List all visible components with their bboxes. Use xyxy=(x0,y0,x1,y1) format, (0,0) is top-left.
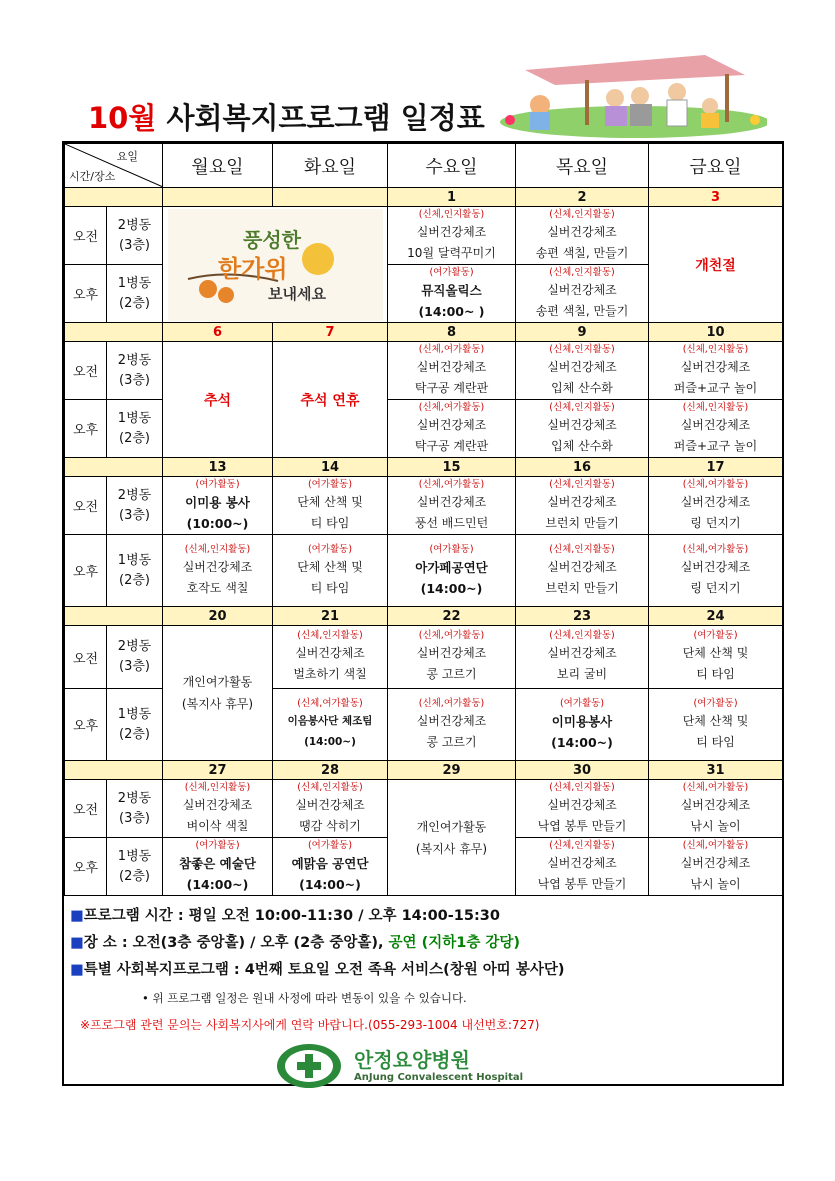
ward-label: 1병동 (2층) xyxy=(107,535,163,607)
schedule-change-note: • 위 프로그램 일정은 원내 사정에 따라 변동이 있을 수 있습니다. xyxy=(142,991,467,1005)
ward-label: 2병동 (3층) xyxy=(107,477,163,535)
program-cell: (신체,인지활동) 실버건강체조 브런치 만들기 xyxy=(516,477,649,535)
ward-label: 2병동 (3층) xyxy=(107,780,163,838)
page-title xyxy=(88,96,485,137)
date-cell: 15 xyxy=(388,458,516,477)
ward-label: 2병동 (3층) xyxy=(107,207,163,265)
am-row xyxy=(65,477,783,535)
program-cell: (신체,인지활동) 실버건강체조 벼이삭 색칠 xyxy=(163,780,273,838)
date-cell: 14 xyxy=(273,458,388,477)
pm-row xyxy=(65,535,783,607)
holiday-cell: 개천절 xyxy=(649,207,783,323)
program-cell: (여가활동) 단체 산책 및 티 타임 xyxy=(649,626,783,689)
special-program-note: ■특별 사회복지프로그램 : 4번째 토요일 오전 족욕 서비스(창원 아띠 봉사단) xyxy=(70,962,565,978)
date-cell: 6 xyxy=(163,323,273,342)
program-cell: (신체,인지활동) 실버건강체조 벌초하기 색칠 xyxy=(273,626,388,689)
ward-label: 2병동 (3층) xyxy=(107,626,163,689)
date-row xyxy=(65,761,783,780)
program-cell: (여가활동) 이미용봉사 (14:00~) xyxy=(516,689,649,761)
day-header-tue: 화요일 xyxy=(273,144,388,188)
day-header-fri: 금요일 xyxy=(649,144,783,188)
greeting-line1: 풍성한 xyxy=(242,227,301,252)
date-cell xyxy=(273,188,388,207)
date-cell: 16 xyxy=(516,458,649,477)
holiday-cell: 추석 xyxy=(163,342,273,458)
am-label: 오전 xyxy=(65,342,107,400)
date-cell: 8 xyxy=(388,323,516,342)
place-note: ■장 소 : 오전(3층 중앙홀) / 오후 (2층 중앙홀), 공연 (지하1층 강당) xyxy=(70,935,521,951)
date-row xyxy=(65,607,783,626)
pm-label: 오후 xyxy=(65,838,107,896)
am-label: 오전 xyxy=(65,477,107,535)
program-cell: (신체,여가활동) 실버건강체조 풍선 배드민턴 xyxy=(388,477,516,535)
greeting-line3: 보내세요 xyxy=(267,284,326,303)
program-cell: (신체,여가활동) 실버건강체조 콩 고르기 xyxy=(388,626,516,689)
date-cell: 24 xyxy=(649,607,783,626)
ward-label: 1병동 (2층) xyxy=(107,265,163,323)
program-time-note: ■프로그램 시간 : 평일 오전 10:00-11:30 / 오후 14:00-15:30 xyxy=(70,908,500,924)
date-cell: 29 xyxy=(388,761,516,780)
schedule-document xyxy=(62,141,784,1086)
am-label: 오전 xyxy=(65,780,107,838)
hospital-logo xyxy=(269,1042,569,1092)
program-cell: (신체,여가활동) 실버건강체조 낚시 놀이 xyxy=(649,780,783,838)
date-cell: 23 xyxy=(516,607,649,626)
date-cell: 10 xyxy=(649,323,783,342)
program-cell: (신체,인지활동) 실버건강체조 땡감 삭히기 xyxy=(273,780,388,838)
ward-label: 1병동 (2층) xyxy=(107,689,163,761)
program-cell: (신체,여가활동) 실버건강체조 탁구공 계란판 xyxy=(388,342,516,400)
corner-day-label: 요일 xyxy=(116,150,138,163)
seniors-illustration xyxy=(495,50,767,138)
hospital-name-eng: AnJung Convalescent Hospital xyxy=(354,1072,524,1083)
header-row xyxy=(65,144,783,188)
day-header-wed: 수요일 xyxy=(388,144,516,188)
program-cell: (신체,여가활동) 실버건강체조 탁구공 계란판 xyxy=(388,400,516,458)
program-cell: (신체,인지활동) 실버건강체조 송편 색칠, 만들기 xyxy=(516,265,649,323)
program-cell: (여가활동) 단체 산책 및 티 타임 xyxy=(649,689,783,761)
date-cell: 13 xyxy=(163,458,273,477)
ward-label: 1병동 (2층) xyxy=(107,400,163,458)
title-month: 10월 xyxy=(88,101,157,135)
date-cell: 2 xyxy=(516,188,649,207)
program-cell: (신체,여가활동) 이음봉사단 체조팀 (14:00~) xyxy=(273,689,388,761)
program-cell: (여가활동) 참좋은 예술단 (14:00~) xyxy=(163,838,273,896)
program-cell: (신체,여가활동) 실버건강체조 링 던지기 xyxy=(649,535,783,607)
date-cell: 22 xyxy=(388,607,516,626)
date-row xyxy=(65,188,783,207)
pm-label: 오후 xyxy=(65,535,107,607)
program-cell: (여가활동) 예맑음 공연단 (14:00~) xyxy=(273,838,388,896)
schedule-table xyxy=(64,143,783,896)
date-cell: 21 xyxy=(273,607,388,626)
hospital-emblem-icon xyxy=(274,1042,344,1090)
program-cell: (신체,여가활동) 실버건강체조 콩 고르기 xyxy=(388,689,516,761)
corner-time-label: 시간/장소 xyxy=(69,170,116,183)
am-row xyxy=(65,207,783,265)
chuseok-greeting-cell xyxy=(163,207,388,323)
program-cell: (여가활동) 뮤직올릭스 (14:00~ ) xyxy=(388,265,516,323)
greeting-line2: 한가위 xyxy=(217,254,288,283)
program-cell: (신체,인지활동) 실버건강체조 보리 굴비 xyxy=(516,626,649,689)
program-cell: 개인여가활동 (복지사 휴무) xyxy=(388,780,516,896)
program-cell: (여가활동) 단체 산책 및 티 타임 xyxy=(273,477,388,535)
ward-label: 2병동 (3층) xyxy=(107,342,163,400)
program-cell: (신체,인지활동) 실버건강체조 입체 산수화 xyxy=(516,400,649,458)
program-cell: (신체,인지활동) 실버건강체조 낙엽 봉투 만들기 xyxy=(516,838,649,896)
program-cell: (신체,인지활동) 실버건강체조 브런치 만들기 xyxy=(516,535,649,607)
program-cell: (여가활동) 아가페공연단 (14:00~) xyxy=(388,535,516,607)
program-cell: (신체,인지활동) 실버건강체조 퍼즐+교구 놀이 xyxy=(649,342,783,400)
date-row xyxy=(65,458,783,477)
date-row xyxy=(65,323,783,342)
pm-label: 오후 xyxy=(65,400,107,458)
ward-label: 1병동 (2층) xyxy=(107,838,163,896)
date-cell: 30 xyxy=(516,761,649,780)
day-header-thu: 목요일 xyxy=(516,144,649,188)
date-cell: 9 xyxy=(516,323,649,342)
program-cell: (신체,인지활동) 실버건강체조 퍼즐+교구 놀이 xyxy=(649,400,783,458)
chuseok-greeting-image xyxy=(168,209,383,321)
holiday-cell: 추석 연휴 xyxy=(273,342,388,458)
program-cell: (신체,인지활동) 실버건강체조 호작도 색칠 xyxy=(163,535,273,607)
am-label: 오전 xyxy=(65,626,107,689)
day-header-mon: 월요일 xyxy=(163,144,273,188)
date-cell: 28 xyxy=(273,761,388,780)
program-cell: 개인여가활동 (복지사 휴무) xyxy=(163,626,273,761)
date-cell xyxy=(163,188,273,207)
am-row xyxy=(65,780,783,838)
date-cell: 20 xyxy=(163,607,273,626)
program-cell: (신체,인지활동) 실버건강체조 낙엽 봉투 만들기 xyxy=(516,780,649,838)
program-cell: (신체,인지활동) 실버건강체조 송편 색칠, 만들기 xyxy=(516,207,649,265)
date-cell: 3 xyxy=(649,188,783,207)
am-row xyxy=(65,626,783,689)
pm-label: 오후 xyxy=(65,689,107,761)
date-cell: 7 xyxy=(273,323,388,342)
date-cell: 17 xyxy=(649,458,783,477)
program-cell: (여가활동) 단체 산책 및 티 타임 xyxy=(273,535,388,607)
date-cell: 31 xyxy=(649,761,783,780)
program-cell: (신체,인지활동) 실버건강체조 10월 달력꾸미기 xyxy=(388,207,516,265)
am-row xyxy=(65,342,783,400)
date-cell: 27 xyxy=(163,761,273,780)
program-cell: (신체,인지활동) 실버건강체조 입체 산수화 xyxy=(516,342,649,400)
pm-label: 오후 xyxy=(65,265,107,323)
am-label: 오전 xyxy=(65,207,107,265)
program-cell: (신체,여가활동) 실버건강체조 링 던지기 xyxy=(649,477,783,535)
program-cell: (신체,여가활동) 실버건강체조 낚시 놀이 xyxy=(649,838,783,896)
hospital-name-kor: 안정요양병원 xyxy=(354,1048,470,1072)
title-text: 사회복지프로그램 일정표 xyxy=(156,101,485,135)
contact-note: ※프로그램 관련 문의는 사회복지사에게 연락 바랍니다.(055-293-1004 내선번호:727) xyxy=(80,1018,540,1032)
corner-cell xyxy=(65,144,163,188)
date-cell: 1 xyxy=(388,188,516,207)
program-cell: (여가활동) 이미용 봉사 (10:00~) xyxy=(163,477,273,535)
